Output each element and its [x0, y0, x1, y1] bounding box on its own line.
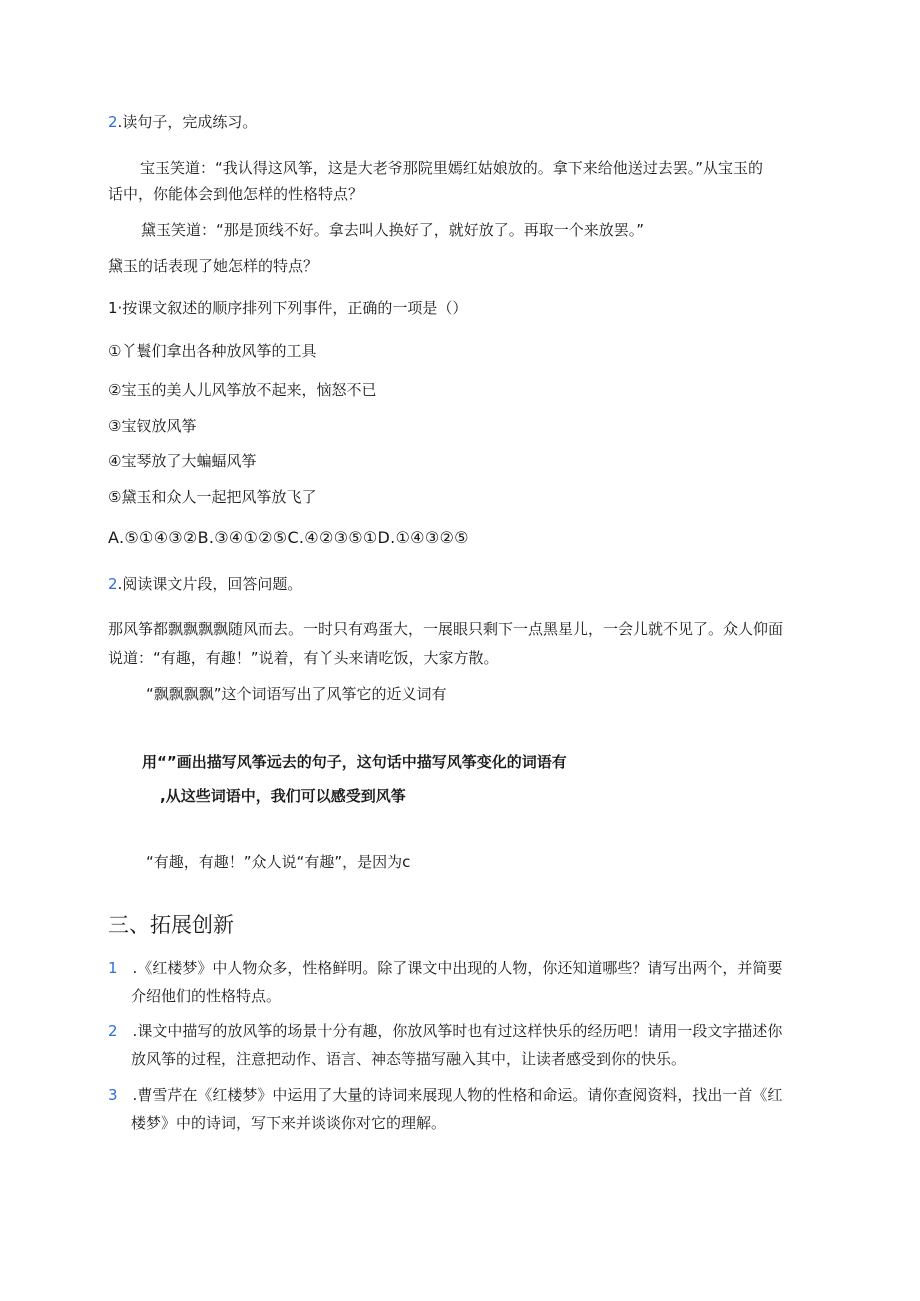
section-3-title: 三、拓展创新 — [108, 913, 234, 937]
reason-question: “有趣，有趣！”众人说“有趣”，是因为c — [146, 853, 411, 871]
item-text: .《红楼梦》中人物众多，性格鲜明。除了课文中出现的人物，你还知道哪些？请写出两个，并简要 — [132, 959, 783, 977]
daiyu-quote-line-2: 黛玉的话表现了她怎样的特点？ — [108, 257, 319, 275]
question-text: .读句子，完成练习。 — [117, 113, 258, 131]
event-item: ④宝琴放了大蝙蝠风筝 — [108, 452, 257, 470]
baoyu-quote-line-1: 宝玉笑道：“我认得这风筝，这是大老爷那院里嫣红姑娘放的。拿下来给他送过去罢。”从宝玉的 — [140, 159, 764, 177]
event-item: ⑤黛玉和众人一起把风筝放飞了 — [108, 488, 317, 506]
item-number: 3 — [108, 1086, 118, 1104]
question-2-intro — [108, 112, 257, 132]
passage-line-2: 说道：“有趣，有趣！”说着，有丫头来请吃饭，大家方散。 — [108, 649, 499, 667]
underline-question: 用“”画出描写风筝远去的句子，这句话中描写风筝变化的词语有 — [142, 753, 567, 771]
question-number: 2 — [108, 575, 118, 593]
event-item: ②宝玉的美人儿风筝放不起来，恼怒不已 — [108, 381, 377, 399]
feel-question: ,从这些词语中，我们可以感受到风筝 — [160, 787, 406, 805]
question-number: 2 — [108, 113, 118, 131]
section-3-item-1-line-2: 介绍他们的性格特点。 — [131, 987, 282, 1005]
synonym-question: “飘飘飘飘”这个词语写出了风筝它的近义词有 — [146, 685, 447, 703]
item-text: .课文中描写的放风筝的场景十分有趣，你放风筝时也有过这样快乐的经历吧！请用一段文字描述你 — [132, 1022, 783, 1040]
answer-choices: A.⑤①④③②B.③④①②⑤C.④②③⑤①D.①④③②⑤ — [108, 528, 469, 547]
item-number: 2 — [108, 1022, 118, 1040]
order-question: 1·按课文叙述的顺序排列下列事件，正确的一项是（） — [108, 299, 468, 317]
section-3-item-2-line-2: 放风筝的过程，注意把动作、语言、神态等描写融入其中，让读者感受到你的快乐。 — [131, 1050, 687, 1068]
event-item: ③宝钗放风筝 — [108, 417, 197, 435]
question-text: .阅读课文片段，回答问题。 — [117, 575, 303, 593]
section-3-item-2 — [108, 1021, 782, 1041]
section-3-item-3-line-2: 楼梦》中的诗词，写下来并谈谈你对它的理解。 — [131, 1114, 447, 1132]
passage-line-1: 那风筝都飘飘飘飘随风而去。一时只有鸡蛋大，一展眼只剩下一点黑星儿，一会儿就不见了。众人仰面 — [108, 620, 784, 638]
item-text: .曹雪芹在《红楼梦》中运用了大量的诗词来展现人物的性格和命运。请你查阅资料，找出一首《红 — [132, 1086, 783, 1104]
baoyu-quote-line-2: 话中，你能体会到他怎样的性格特点？ — [108, 185, 364, 203]
item-number: 1 — [108, 959, 118, 977]
daiyu-quote-line-1: 黛玉笑道：“那是顶线不好。拿去叫人换好了，就好放了。再取一个来放罢。” — [141, 221, 645, 239]
event-item: ①丫鬟们拿出各种放风筝的工具 — [108, 342, 317, 360]
section-3-item-3 — [108, 1085, 782, 1105]
section-3-item-1 — [108, 958, 782, 978]
question-2-read — [108, 574, 302, 594]
